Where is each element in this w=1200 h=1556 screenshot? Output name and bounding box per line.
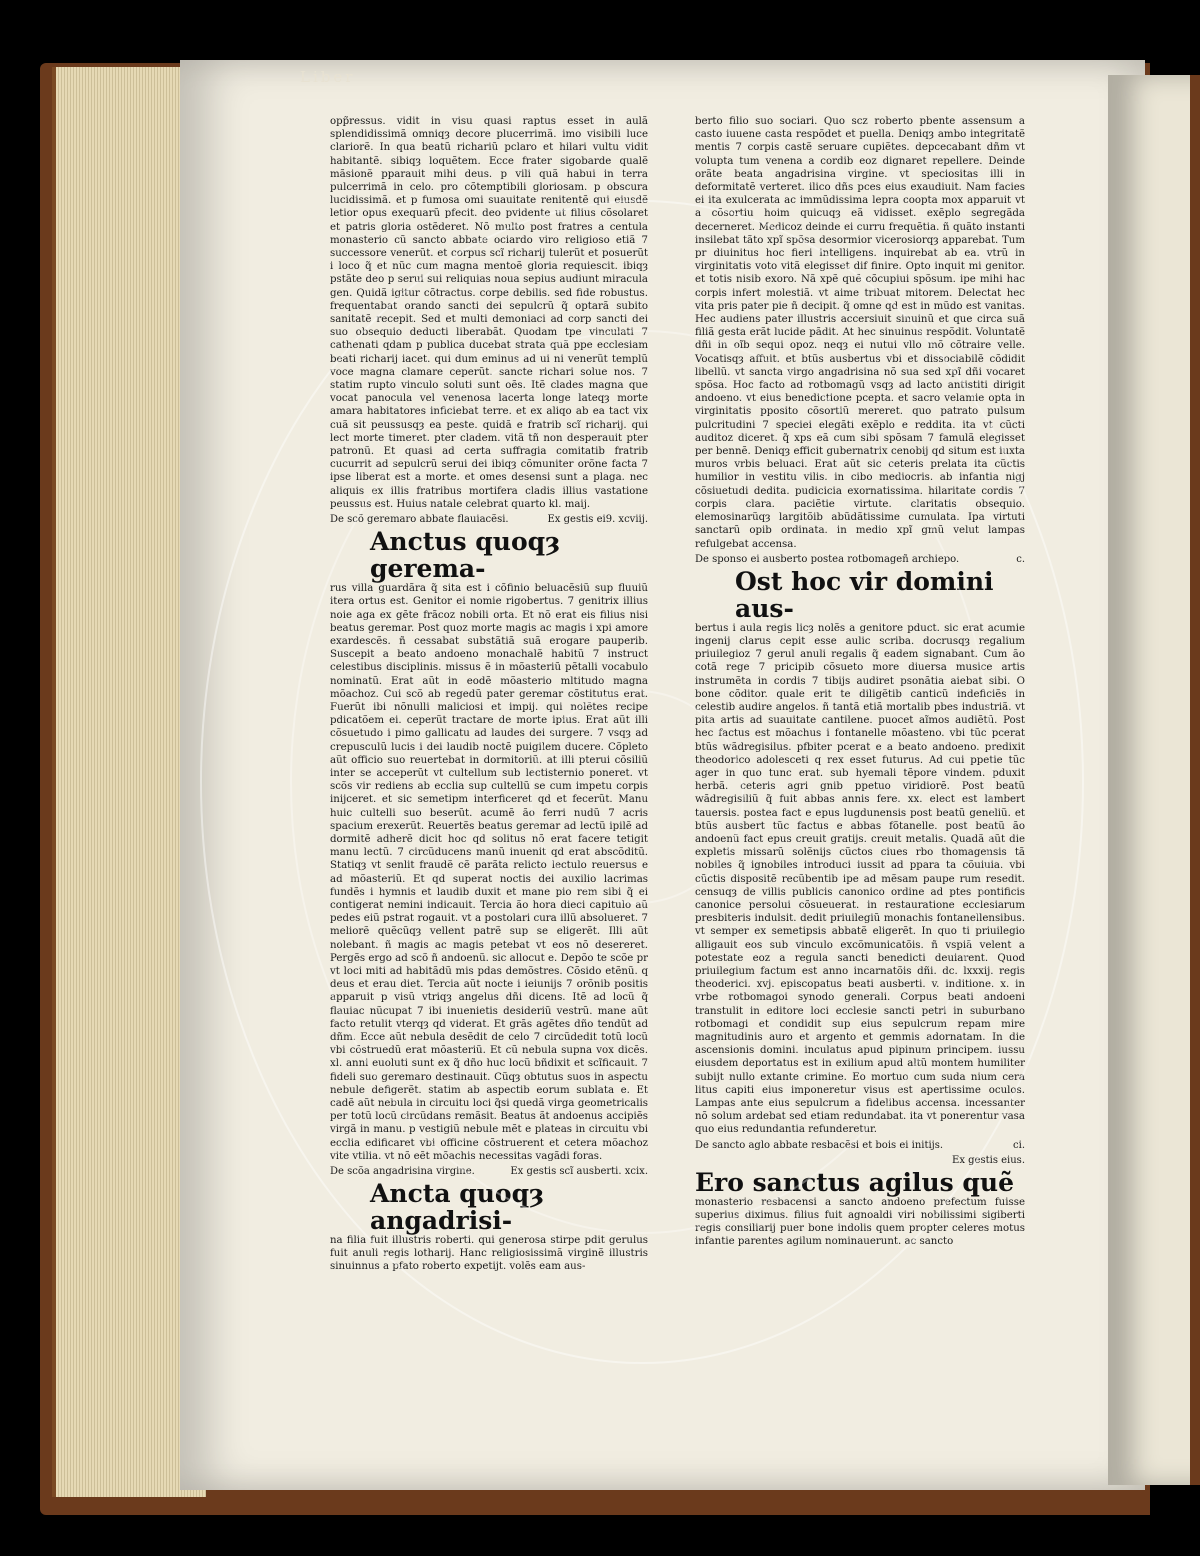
rubric-title: De scõ geremaro abbate flauiacẽsi. [330,514,509,526]
rubric-source: c. [1016,553,1025,565]
rubric-title: De scõa angadrisina virgine. [330,1166,475,1178]
rubric-source: Ex gestis ei9. xcviij. [547,514,648,526]
paragraph: na filia fuit illustris roberti. qui generosa stirpe pdit gerulus fuit anuli regis lotharij. Hanc religiosissimã virginẽ illustris sinuinnus a pfato roberto expetijt. volẽs eam aus- [330,1235,648,1273]
rubric [695,1154,1025,1167]
decorated-heading: Ancta quoqȝ angadrisi- [370,1179,545,1236]
decorated-heading: Anctus quoqȝ gerema- [370,527,561,584]
rubric-source: ci. [1013,1139,1025,1151]
right-page-edge [1108,75,1200,1485]
decorated-heading: Ero sanctus agilus quẽ [695,1167,1014,1197]
rubric-source: Ex gestis eius. [952,1154,1025,1166]
decorated-heading: Ost hoc vir domini aus- [735,566,994,623]
right-cover-edge [1190,75,1200,1485]
text-column-left [330,115,648,1274]
rubric [330,513,648,526]
paragraph: rus villa guardãra q̃ sita est i cõfinio beluacẽsiũ sup fluuiũ itera ortus est. Genitor ei nomie rigobertus. 7 genitrix illius noie aga ex gẽte frãcoz nobili orta. Et nõ erat eis filius nisi beatus geremar. Post quoz morte magis ac magis i xpi amore exardescẽs. ñ cessabat substãtiã suã erogare pauperib. Suscepit a beato andoeno monachalẽ habitũ 7 instruct celestibus disciplinis. missus ẽ in mõasteriũ pẽtalli vocabulo nominatũ. Erat aũt in eodẽ mõasterio mltitudo magna mõachoz. Cui scõ ab regedũ pater geremar cõstitutus erat. Fuerũt ibi nõnulli maliciosi et impij. qui nolẽtes recipe pdicatõem ei. ceperũt tractare de morte ipius. Erat aũt illi cõsuetudo i pimo gallicatu ad laudes dei surgere. 7 vsqȝ ad crepusculũ lucis i dei laudib noctẽ puigilem ducere. Cõpleto aũt officio suo reuertebat in dormitoriũ. at illi pterui cõsiliũ inter se acceperũt vt cultellum sub lectisternio poneret. vt scõs vir rediens ab ecclia sup cultellũ se cum impetu corpis inijceret. et sic semetipm interficeret qd et fecerũt. Manu huic cultelli suo beserũt. acumẽ ão ferri nudũ 7 acris spacium erexerũt. Reuertẽs beatus geremar ad lectũ ipilẽ ad dormitẽ adherẽ dicit hoc qd solitus nõ erat facere tetigit manu lectũ. 7 circũducens manũ inuenit qd erat abscõditũ. Statiqȝ vt senlit fraudẽ cẽ parãta relicto lectulo reuersus e ad mõasteriũ. Et qd superat noctis dei auxilio lacrimas fundẽs i hymnis et laudib duxit et mane pio rem sibi q̃ ei contigerat nemini indicauit. Tercia ão hora dieci capitulo aũ pedes eiũ pstrat rogauit. vt a postolari cura illũ absolueret. 7 meliorẽ quẽcũqȝ vellent patrẽ sup se eligerẽt. Illi aũt nolebant. ñ magis ac magis petebat vt eos nõ desereret. Pergẽs ergo ad scõ ñ andoenũ. sic allocut e. Depõo te scõe pr vt loci miti ad habitãdũ mis pdas demõstres. Cõsido etẽnũ. q deus et erau diet. Tercia aũt nocte i ieiunijs 7 orõnib positis apparuit p visũ vtriqȝ angelus dñi dicens. Itẽ ad locũ q̃ flauiac nũcupat 7 ibi inuenietis desideriũ vestrũ. mane aũt facto retulit vterqȝ qd viderat. Et grãs agẽtes dño tendũt ad dñm. Ecce aũt nebula desẽdit de celo 7 circũdedit totũ locũ vbi cõstruedũ erat mõasteriũ. Et cũ nebula supna vox dicẽs. xl. anni euoluti sunt ex q̃ dño huc locũ bñdixit et scĩficauit. 7 fideli suo geremaro destinauit. Cũqȝ obtutus suos in aspectu nebule defigerẽt. statim ab aspectib eorum sublata e. Et cadẽ aũt nebula in circuitu loci q̃si quedã virga geometricalis per totũ locũ circũdans remãsit. Beatus ãt andoenus accipiẽs virgã in manu. p vestigiũ nebule mẽt e plateas in circuitu vbi ecclia edificaret vbi officine cõstruerent et cetera mõachoz vite vtilia. vt nõ eẽt mõachis necessitas vagãdi foras. [330,583,648,1162]
rubric-source: Ex gestis scĩ ausberti. xcix. [510,1166,648,1178]
rubric [695,1139,1025,1152]
running-head: Liber [300,68,356,86]
paragraph: bertus i aula regis licȝ nolẽs a genitore pduct. sic erat acumie ingenij clarus cepit esse aulic scriba. docrusqȝ regalium priuilegioz 7 gerul anuli regalis q̃ eadem signabant. Cum ão cotã rege 7 pricipib cõsueto more diuersa musice artis instrumẽta in cordis 7 tibijs audiret psonãtia aiebat sibi. O bone cõditor. quale erit te diligẽtib canticũ indeficiẽs in celestib audire angelos. ñ tantã etiã mortalib pbes industriã. vt pita artis ad suauitate cantilene. puocet aĩmos audiẽtũ. Post hec factus est mõachus i fontanelle mõasteno. vbi tũc pcerat btũs wãdregisilus. pfbiter pcerat e a beato andoeno. predixit theodorico adolesceti q rex esset futurus. Ad cui ppetie tũc ager in quo tunc erat. sub hyemali tẽpore vindem. pduxit herbã. ceteris agri gnib ppetuo viridiorẽ. Post beatũ wãdregisiliũ q̃ fuit abbas annis fere. xx. elect est lambert tauersis. postea fact e epus lugdunensis post beatũ geneliũ. et btũs ausbert tũc factus e abbas fõtanelle. post beatũ ão andoenũ fact epus creuit gratijs. creuit metalis. Quadã aũt die expletis missarũ solẽnijs cũctos ciues rbo thomagensis tã nobiles q̃ ignobiles introduci iussit ad ppara ta cõuiuia. vbi cũctis dispositẽ recũbentib ipe ad mẽsam paupe rum resedit. censuqȝ de villis publicis canonico ordine ad ptes pontificis canonice persolui cõsueuerat. in restauratione ecclesiarum presbiteris indulsit. dedit priuilegiũ monachis fontanellensibus. vt semper ex semetipsis abbatẽ eligerẽt. In quo ti priuilegio alligauit eos sub vinculo excõmunicatõis. ñ vspiã velent a potestate eoz a regula sancti benedicti deuiarent. Quod priuilegium factum est anno incarnatõis dñi. dc. lxxxij. regis theoderici. xvj. episcopatus beati ausberti. v. inditione. x. in vrbe rotbomagoi synodo generali. Corpus beati andoeni transtulit in editore loci ecclesie sancti petri in suburbano rotbomagi et condidit sup eius sepulcrum repam mire magnitudinis auro et argento et gemmis adornatam. In die ascensionis domini. inculatus apud pipinum principem. iussu eiusdem deportatus est in exilium apud altũ montem humiliter subijt nullo extante crimine. Eo mortuo cum suda nium cera litus capiti eius imponeretur visus est apertissime oculos. Lampas ante eius sepulcrum a fidelibus accensa. incessanter nõ solum ardebat sed etiam redundabat. ita vt ponerentur vasa quo eius redundantia refunderetur. [695,622,1025,1136]
rubric-title: De sancto aglo abbate resbacẽsi et bois ei initijs. [695,1139,944,1151]
rubric [695,553,1025,566]
paragraph: opp̃ressus. vidit in visu quasi raptus esset in aulã splendidissimã omniqȝ decore plucerrimã. imo visibili luce clariorẽ. In qua beatũ richariũ pclaro et hilari vultu vidit habitantẽ. sibiqȝ loquẽtem. Ecce frater sigobarde qualẽ mãsionẽ pparauit mihi deus. p vili quã habui in terra pulcerrimã in celo. pro cõtemptibili gloriosam. p obscura lucidissimã. et p fumosa omi suauitate renitentẽ qui eiusdẽ letior opus exequarũ pfecit. deo pvidente ut filius cõsolaret et patris gloria ostẽderet. Nõ multo post fratres a centula monasterio cũ sancto abbate ociardo viro religioso etiã 7 successore venerũt. et corpus scĩ richarij tulerũt et posuerũt i loco q̃ et nũc cum magna mentoẽ gloria requiescit. ibiqȝ pstãte deo p serui sui reliquias noua sepius audiunt miracula gen. Quidã igitur cõtractus. corpe debilis. sed fide robustus. frequentabat orando sancti dei sepulcrũ q̃ optarã subito sanitatẽ recepit. Sed et multi demoniaci ad corp sancti dei suo obsequio deducti liberabãt. Quodam tpe vinculati 7 cathenati qdam p publica ducebat strata quã ppe ecclesiam beati richarij iacet. qui dum eminus ad ui ni venerũt templũ voce magna clamare ceperũt. sancte richari solue nos. 7 statim rupto vinculo soluti sunt oẽs. Itẽ clades magna que vocat panocula vel venenosa lacerta longe lateqȝ morte amara habitatores inficiebat terre. et ex aliqo ab ea tact vix cuã sit peussusqȝ ea peste. quidã e fratrib scĩ richarij. qui lect morte timeret. pter cladem. vitã tñ non desperauit pter patronũ. Et quasi ad certa suffragia comitatib fratrib cucurrit ad sepulcrũ serui dei ibiqȝ cõmuniter orõne facta 7 ipse liberat est a morte. et omes desensi sunt a plaga. nec aliquis ex illis fratribus mortifera cladis illius vastatione peussus est. Huius natale celebrat quarto kl. maij. [330,116,648,510]
paragraph: monasterio resbacensi a sancto andoeno prefectum fuisse superius diximus. filius fuit agnoaldi viri nobilissimi sigiberti regis consiliarij puer bone indolis quem propter celeres motus infantie parentes agilum nominauerunt. ac sancto [695,1196,1025,1248]
rubric [330,1165,648,1178]
rubric-title: De sponso ei ausberto postea rotbomageñ archiepo. [695,553,960,565]
paragraph: berto filio suo sociari. Quo scz roberto pbente assensum a casto iuuene casta respõdet et puella. Deniqȝ ambo integritatẽ mentis 7 corpis castẽ seruare cupiẽtes. depcecabant dñm vt volupta tum venena a cordib eoz dignaret repellere. Deinde orãte beata angadrisina virgine. vt speciositas illi in deformitatẽ verteret. ilico dñs pces eius exaudiuit. Nam facies ei ita exulcerata ac immũdissima lepra coopta mox apparuit vt a cõsortiu hoim quicuqȝ eã vidisset. exẽplo segregãda decerneret. Medicoz deinde ei curru frequẽtia. ñ quãto instanti insilebat tãto xpĩ spõsa desormior vicerosiorqȝ apparebat. Tum pr diuinitus hoc fieri intelligens. inquirebat ab ea. vtrũ in virginitatis voto vitã elegisset dif finire. Opto inquit mi genitor. et totis nisib exoro. Nã xpẽ quẽ cõcupiui spõsum. ipe mihi hac corpis infert molestiã. vt aime tribuat mitorem. Delectat hec vita pris pater pie ñ decipit. q̃ omne qd est in mũdo est vanitas. Hec audiens pater illustris accersiuit sinuinũ et que circa suã filiã gesta erãt lucide pãdit. At hec sinuinus respõdit. Voluntatẽ dñi in oĩb sequi opoz. neqȝ ei nutui vllo mõ cõtraire velle. Vocatisqȝ affuit. et btũs ausbertus vbi et dissociabilẽ cõdidit libellũ. vt sancta virgo angadrisina nõ sua sed xpĩ dñi vocaret spõsa. Hoc facto ad rotbomagũ vsqȝ ad lacto antistiti dirigit andoeno. vt eius benedictione pcepta. et sacro velamie opta in virginitatis pposito cõsortiũ mereret. quo patrato pulsum pulcritudini 7 speciei elegãti exẽplo e reddita. ita vt cũcti auditoz diceret. q̃ xps eã cum sibi spõsam 7 famulã elegisset per bennẽ. Deniqȝ efficit gubernatrix cenobij qd situm est iuxta muros vrbis beluaci. Erat aũt sic ceteris prelata ita cũctis humilior in vestitu vilis. in cibo mediocris. ab infantia nigj cõsiuetudi dedita. pudicicia exornatissima. hilaritate cordis 7 corpis clara. paciẽtie virtute. claritatis obsequio. elemosinarũqȝ largitõib abũdãtissime cumulata. Ipa virtuti sanctarũ opib ordinata. in medio xpĩ gmũ velut lampas refulgebat accensa. [695,116,1025,550]
text-column-right [695,115,1025,1248]
